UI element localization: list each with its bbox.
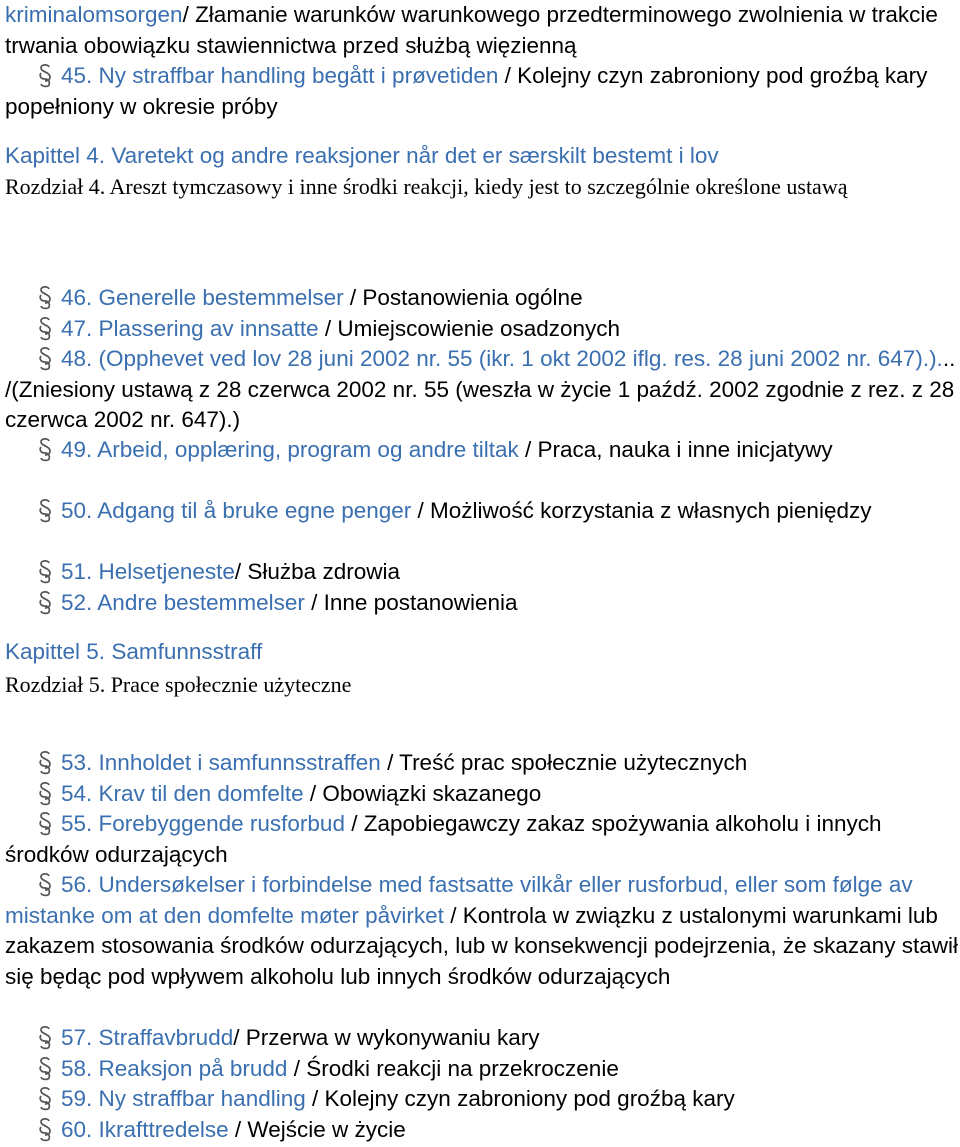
section-symbol-icon: [35, 62, 55, 88]
intro-link[interactable]: kriminalomsorgen: [5, 2, 183, 27]
section-symbol-icon: [35, 497, 55, 523]
section-translation: .. /(Zniesiony ustawą z 28 czerwca 2002 nr. 55 (weszła w życie 1 paźdź. 2002 zgodnie z rez. z 28 czerwca 2002 nr. 647).): [5, 346, 956, 432]
section-entry-47: [5, 314, 958, 345]
section-translation: / Wejście w życie: [228, 1117, 406, 1142]
section-translation: / Kontrola w związku z ustalonymi warunkami lub zakazem stosowania środków odurzających, lub w konsekwencji podejrzenia, że skazany stawił się będąc pod wpływem alkoholu lub innych środków odurzających: [5, 902, 958, 989]
section-title-link[interactable]: 47. Plassering av innsatte: [61, 316, 319, 341]
section-symbol-icon: [35, 780, 55, 806]
section-translation: / Postanowienia ogólne: [343, 285, 583, 310]
section-symbol-icon: [35, 1024, 55, 1050]
section-translation: / Służba zdrowia: [234, 559, 400, 584]
section-symbol-icon: [35, 871, 55, 897]
intro-translation: / Złamanie warunków warunkowego przedterminowego zwolnienia w trakcie trwania obowiązku stawiennictwa przed służbą więzienną: [5, 2, 938, 58]
section-entry-52: [5, 588, 958, 619]
section-title-link[interactable]: 50. Adgang til å bruke egne penger: [61, 498, 412, 523]
section-translation: / Treść prac społecznie użytecznych: [380, 750, 748, 775]
section-symbol-icon: [35, 558, 55, 584]
section-entry-59: [5, 1084, 958, 1115]
section-entry-46: [5, 283, 958, 314]
section-translation: / Inne postanowienia: [304, 590, 518, 615]
section-title-link[interactable]: 46. Generelle bestemmelser: [61, 285, 344, 310]
section-title-link[interactable]: 48. (Opphevet ved lov 28 juni 2002 nr. 55 (ikr. 1 okt 2002 iflg. res. 28 juni 2002 nr. 647).).: [61, 346, 943, 371]
chapter-4-polish-heading: Rozdział 4. Areszt tymczasowy i inne środki reakcji, kiedy jest to szczególnie określone ustawą: [5, 174, 848, 199]
section-title-link[interactable]: 49. Arbeid, opplæring, program og andre tiltak: [61, 437, 519, 462]
section-title-link[interactable]: 54. Krav til den domfelte: [61, 781, 304, 806]
section-translation: / Kolejny czyn zabroniony pod groźbą kary popełniony w okresie próby: [5, 63, 928, 119]
section-entry-58: [5, 1054, 958, 1085]
section-entry-60: [5, 1115, 958, 1146]
section-entry-57: [5, 1023, 958, 1054]
section-translation: / Praca, nauka i inne inicjatywy: [518, 437, 833, 462]
section-translation: / Środki reakcji na przekroczenie: [287, 1056, 619, 1081]
section-title-link[interactable]: 55. Forebyggende rusforbud: [61, 811, 345, 836]
section-entry-53: [5, 748, 958, 779]
section-entry-55: [5, 809, 958, 870]
section-translation: / Zapobiegawczy zakaz spożywania alkoholu i innych środków odurzających: [5, 811, 882, 867]
section-symbol-icon: [35, 1055, 55, 1081]
section-entry-45: [5, 61, 958, 122]
section-title-link[interactable]: 59. Ny straffbar handling: [61, 1086, 306, 1111]
section-title-link[interactable]: 60. Ikrafttredelse: [61, 1117, 229, 1142]
section-symbol-icon: [35, 1116, 55, 1142]
section-symbol-icon: [35, 589, 55, 615]
section-title-link[interactable]: 52. Andre bestemmelser: [61, 590, 305, 615]
section-title-link[interactable]: 58. Reaksjon på brudd: [61, 1056, 288, 1081]
section-symbol-icon: [35, 1085, 55, 1111]
section-title-link[interactable]: 51. Helsetjeneste: [61, 559, 235, 584]
section-symbol-icon: [35, 749, 55, 775]
section-symbol-icon: [35, 315, 55, 341]
section-entry-48: [5, 344, 958, 436]
section-symbol-icon: [35, 436, 55, 462]
intro-paragraph: [5, 0, 958, 61]
chapter-4-norwegian-heading[interactable]: Kapittel 4. Varetekt og andre reaksjoner når det er særskilt bestemt i lov: [5, 143, 719, 168]
section-entry-50: [5, 496, 958, 527]
section-translation: / Kolejny czyn zabroniony pod groźbą kary: [305, 1086, 735, 1111]
section-entry-54: [5, 779, 958, 810]
section-entry-49: [5, 435, 958, 466]
chapter-5-norwegian-heading[interactable]: Kapittel 5. Samfunnsstraff: [5, 639, 263, 664]
section-title-link[interactable]: 45. Ny straffbar handling begått i prøvetiden: [61, 63, 499, 88]
section-symbol-icon: [35, 284, 55, 310]
section-symbol-icon: [35, 810, 55, 836]
chapter-5-polish-heading: Rozdział 5. Prace społecznie użyteczne: [5, 672, 352, 697]
section-translation: / Obowiązki skazanego: [303, 781, 542, 806]
section-entry-51: [5, 557, 958, 588]
section-title-link[interactable]: 53. Innholdet i samfunnsstraffen: [61, 750, 381, 775]
section-translation: / Przerwa w wykonywaniu kary: [233, 1025, 540, 1050]
section-title-link[interactable]: 57. Straffavbrudd: [61, 1025, 234, 1050]
section-entry-56: [5, 870, 958, 992]
section-title-link[interactable]: 56. Undersøkelser i forbindelse med fastsatte vilkår eller rusforbud, eller som følge av mistanke om at den domfelte møter påvirket: [5, 872, 913, 928]
section-symbol-icon: [35, 345, 55, 371]
section-translation: / Możliwość korzystania z własnych pieniędzy: [411, 498, 872, 523]
section-translation: / Umiejscowienie osadzonych: [318, 316, 621, 341]
